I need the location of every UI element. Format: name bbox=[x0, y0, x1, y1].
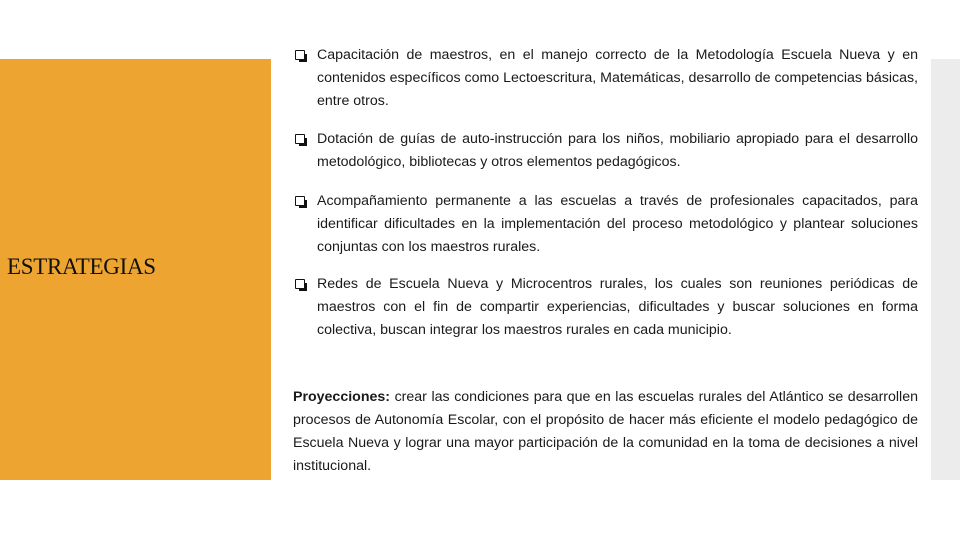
bullet-item bbox=[294, 44, 918, 113]
checkbox-bullet-icon bbox=[295, 196, 305, 206]
bullet-item bbox=[294, 190, 918, 259]
bullet-item bbox=[294, 273, 918, 342]
checkbox-bullet-icon bbox=[295, 279, 305, 289]
bullet-text: Acompañamiento permanente a las escuelas a través de profesionales capacitados, para identificar dificultades en la implementación del proceso metodológico y plantear soluciones conjuntas con los maestros rurales. bbox=[317, 193, 918, 255]
projections-label: Proyecciones: bbox=[293, 389, 390, 405]
bullet-text: Dotación de guías de auto-instrucción para los niños, mobiliario apropiado para el desarrollo metodológico, bibliotecas y otros elementos pedagógicos. bbox=[317, 131, 918, 170]
strategies-bullet-list bbox=[294, 44, 918, 357]
bullet-item bbox=[294, 128, 918, 174]
checkbox-bullet-icon bbox=[295, 134, 305, 144]
checkbox-bullet-icon bbox=[295, 50, 305, 60]
right-side-bar bbox=[931, 59, 960, 480]
bullet-text: Capacitación de maestros, en el manejo correcto de la Metodología Escuela Nueva y en contenidos específicos como Lectoescritura, Matemáticas, desarrollo de competencias básicas, entre otros. bbox=[317, 47, 918, 109]
projections-paragraph bbox=[293, 386, 918, 478]
slide-title: ESTRATEGIAS bbox=[7, 254, 156, 279]
projections-text: crear las condiciones para que en las escuelas rurales del Atlántico se desarrollen procesos de Autonomía Escolar, con el propósito de hacer más eficiente el modelo pedagógico de Escuela Nueva y lograr una mayor participación de la comunidad en la toma de decisiones a nivel institucional. bbox=[293, 389, 918, 474]
bullet-text: Redes de Escuela Nueva y Microcentros rurales, los cuales son reuniones periódicas de maestros con el fin de compartir experiencias, dificultades y buscar soluciones en forma colectiva, buscan integrar los maestros rurales en cada municipio. bbox=[317, 276, 918, 338]
